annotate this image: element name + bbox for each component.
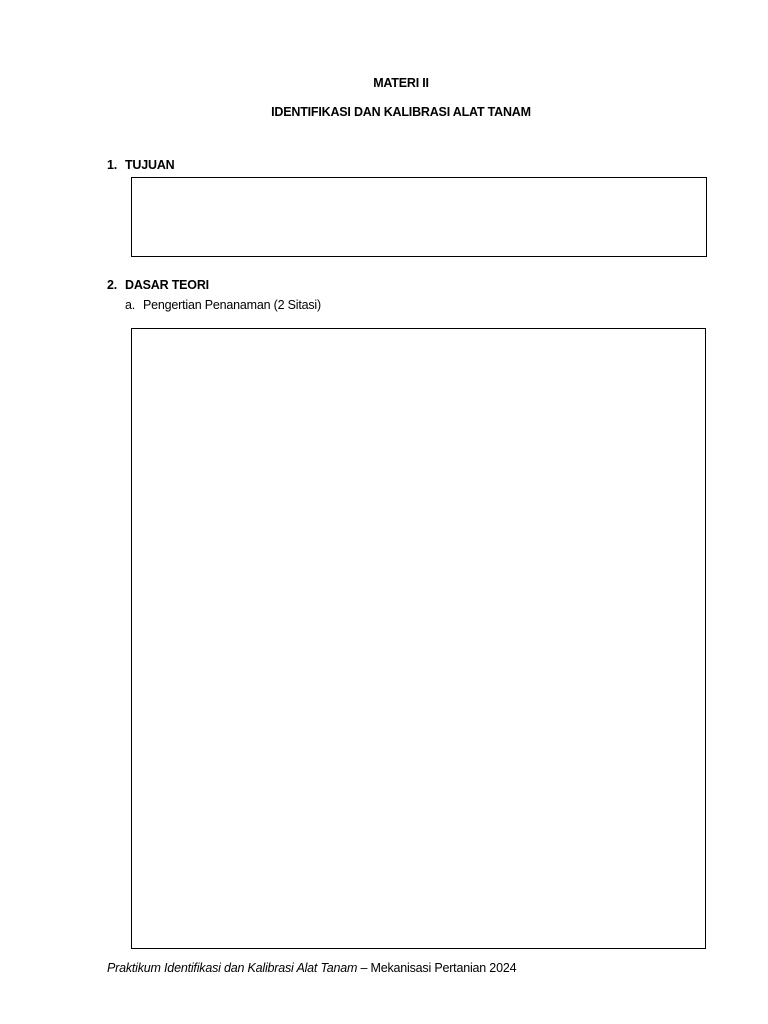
document-subtitle: IDENTIFIKASI DAN KALIBRASI ALAT TANAM <box>271 105 531 119</box>
section-heading-tujuan <box>107 158 175 172</box>
subitem-label: Pengertian Penanaman (2 Sitasi) <box>143 298 321 312</box>
section-title: TUJUAN <box>125 158 175 172</box>
tujuan-answer-box[interactable] <box>131 177 707 257</box>
page-footer <box>107 961 516 975</box>
footer-course-title: Praktikum Identifikasi dan Kalibrasi Alat Tanam <box>107 961 358 975</box>
section-number: 2. <box>107 278 118 292</box>
subitem-pengertian-penanaman <box>125 298 321 312</box>
footer-separator: – <box>357 961 371 975</box>
pengertian-penanaman-answer-box[interactable] <box>131 328 706 949</box>
document-title: MATERI II <box>373 76 429 90</box>
footer-department: Mekanisasi Pertanian 2024 <box>370 961 517 975</box>
subitem-letter: a. <box>125 298 136 312</box>
section-title: DASAR TEORI <box>125 278 209 292</box>
section-number: 1. <box>107 158 118 172</box>
section-heading-dasar-teori <box>107 278 209 292</box>
